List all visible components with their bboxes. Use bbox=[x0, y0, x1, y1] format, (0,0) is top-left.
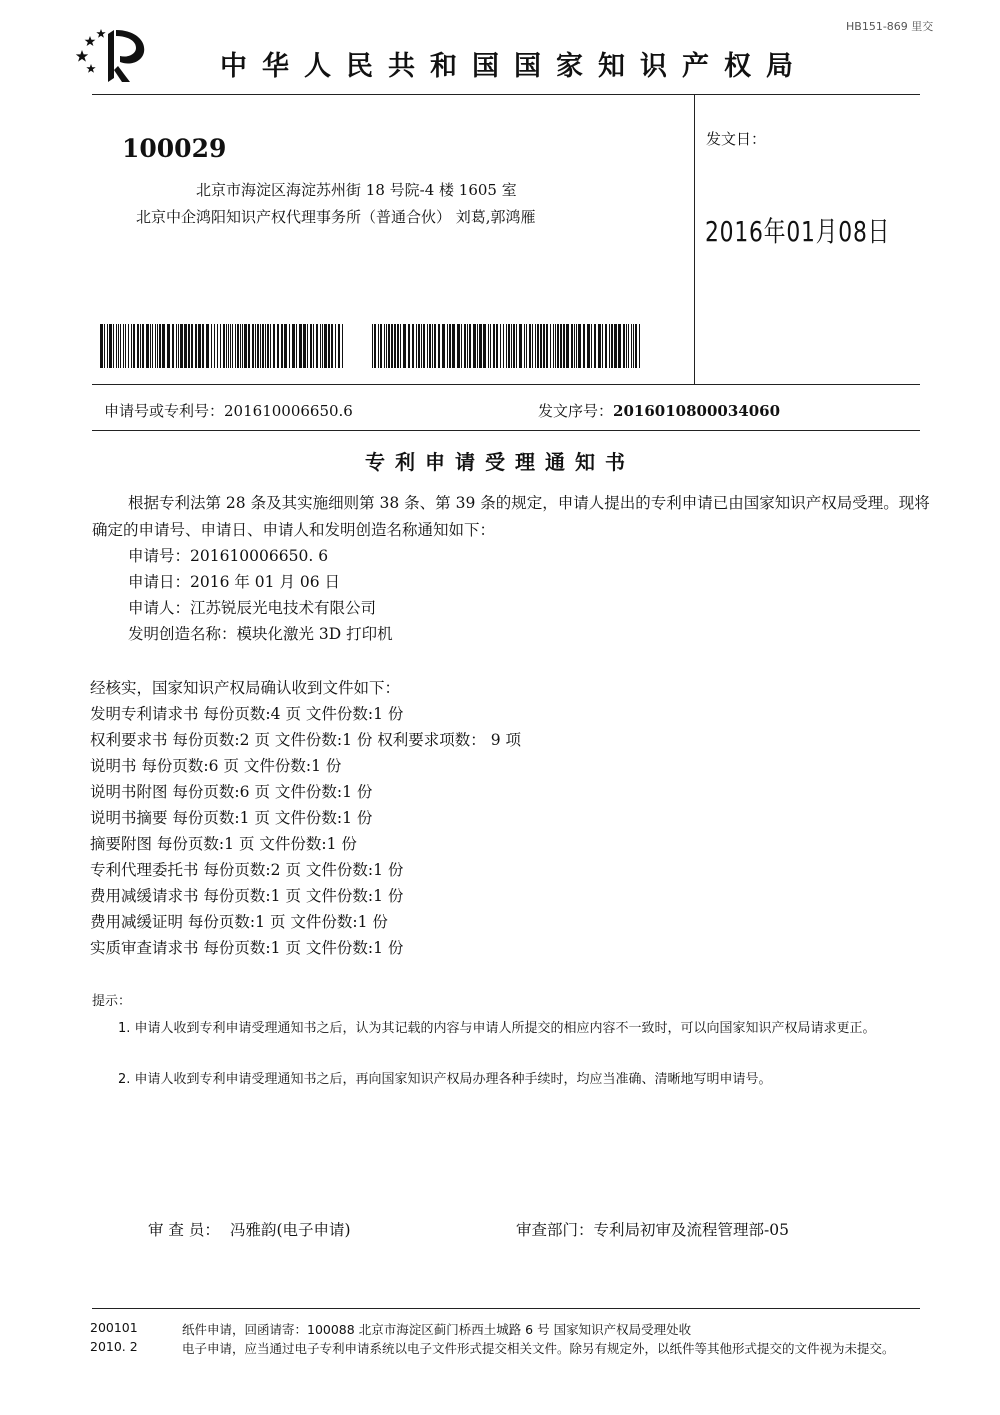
documents-intro: 经核实，国家知识产权局确认收到文件如下： bbox=[90, 679, 401, 697]
postcode: 100029 bbox=[122, 134, 227, 163]
field-application-date: 申请日：2016 年 01 月 06 日 bbox=[128, 573, 341, 591]
tip-2: 2. 申请人收到专利申请受理通知书之后，再向国家知识产权局办理各种手续时，均应当准确、清晰地写明申请号。 bbox=[118, 1072, 772, 1087]
application-number: 201610006650.6 bbox=[224, 402, 353, 420]
document-item: 说明书 每份页数:6 页 文件份数:1 份 bbox=[90, 757, 342, 775]
barcode-left bbox=[100, 324, 344, 368]
header-divider bbox=[92, 94, 920, 95]
document-item: 说明书摘要 每份页数:1 页 文件份数:1 份 bbox=[90, 809, 373, 827]
application-number-label: 申请号或专利号： bbox=[104, 402, 225, 420]
notice-title: 专利申请受理通知书 bbox=[365, 450, 635, 474]
footer-version: 2010. 2 bbox=[90, 1339, 138, 1354]
send-date: 2016年01月08日 bbox=[705, 215, 891, 248]
document-item: 说明书附图 每份页数:6 页 文件份数:1 份 bbox=[90, 783, 373, 801]
address-divider bbox=[92, 384, 920, 385]
document-item: 费用减缓证明 每份页数:1 页 文件份数:1 份 bbox=[90, 913, 388, 931]
form-code: HB151-869 里交 bbox=[846, 20, 934, 33]
serial-number-label: 发文序号： bbox=[538, 402, 614, 420]
footer-paper-application: 纸件申请，回函请寄：100088 北京市海淀区蓟门桥西土城路 6 号 国家知识产权局受理处收 bbox=[182, 1322, 692, 1337]
field-invention-title: 发明创造名称：模块化激光 3D 打印机 bbox=[128, 625, 393, 643]
cnipa-logo-icon bbox=[74, 26, 152, 84]
barcode-right bbox=[372, 324, 640, 368]
document-item: 专利代理委托书 每份页数:2 页 文件份数:1 份 bbox=[90, 861, 404, 879]
examination-department: 审查部门：专利局初审及流程管理部-05 bbox=[516, 1221, 789, 1239]
document-item: 发明专利请求书 每份页数:4 页 文件份数:1 份 bbox=[90, 705, 404, 723]
footer-divider bbox=[92, 1308, 920, 1309]
examiner-label: 审 查 员： bbox=[148, 1221, 220, 1239]
serial-number-line bbox=[538, 400, 780, 421]
tips-heading: 提示： bbox=[92, 994, 132, 1009]
vertical-divider bbox=[694, 94, 695, 384]
recipient-address: 北京市海淀区海淀苏州街 18 号院-4 楼 1605 室 bbox=[196, 181, 517, 199]
notice-paragraph: 根据专利法第 28 条及其实施细则第 38 条、第 39 条的规定，申请人提出的专利申请已由国家知识产权局受理。现将确定的申请号、申请日、申请人和发明创造名称通知如下： bbox=[92, 494, 930, 539]
numbers-divider bbox=[92, 430, 920, 431]
footer-electronic-application: 电子申请，应当通过电子专利申请系统以电子文件形式提交相关文件。除另有规定外，以纸件等其他形式提交的文件视为未提交。 bbox=[182, 1341, 895, 1356]
document-item: 摘要附图 每份页数:1 页 文件份数:1 份 bbox=[90, 835, 357, 853]
document-item: 权利要求书 每份页数:2 页 文件份数:1 份 权利要求项数： 9 项 bbox=[90, 731, 522, 749]
field-application-number: 申请号：201610006650. 6 bbox=[128, 547, 329, 565]
field-applicant: 申请人：江苏锐辰光电技术有限公司 bbox=[128, 599, 377, 617]
recipient-agency: 北京中企鸿阳知识产权代理事务所（普通合伙） 刘葛,郭鸿雁 bbox=[136, 208, 536, 226]
examiner-name: 冯雅韵(电子申请) bbox=[230, 1221, 351, 1239]
send-date-label: 发文日： bbox=[706, 130, 767, 148]
document-item: 实质审查请求书 每份页数:1 页 文件份数:1 份 bbox=[90, 939, 404, 957]
footer-code: 200101 bbox=[90, 1320, 138, 1335]
org-title: 中华人民共和国国家知识产权局 bbox=[220, 51, 808, 82]
tip-1: 1. 申请人收到专利申请受理通知书之后，认为其记载的内容与申请人所提交的相应内容不一致时，可以向国家知识产权局请求更正。 bbox=[118, 1021, 876, 1036]
serial-number: 2016010800034060 bbox=[613, 402, 781, 420]
document-item: 费用减缓请求书 每份页数:1 页 文件份数:1 份 bbox=[90, 887, 404, 905]
application-number-line bbox=[104, 400, 353, 421]
